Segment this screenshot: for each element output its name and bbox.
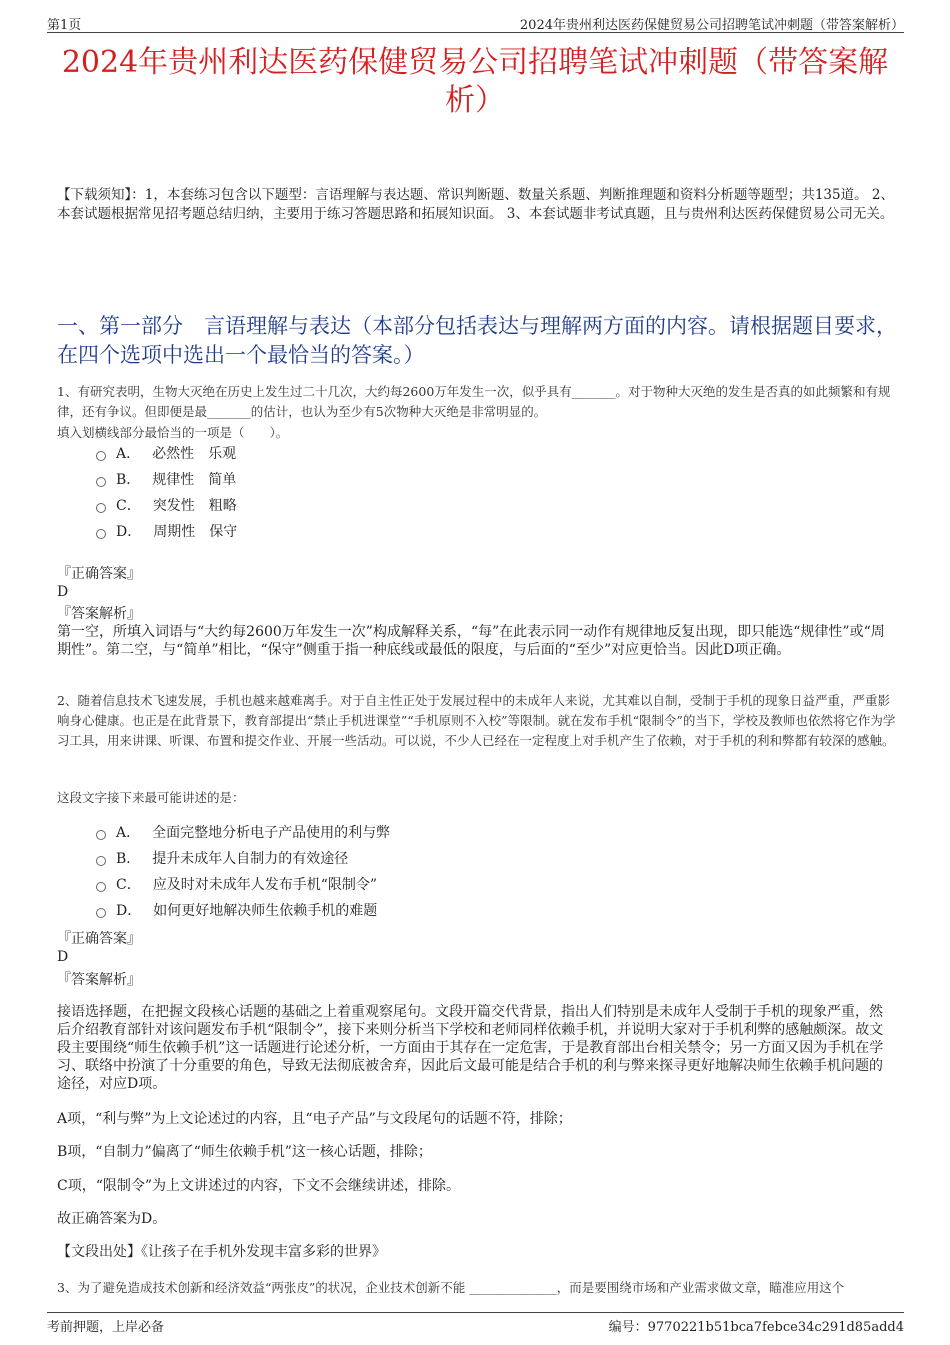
option-a[interactable] [96, 441, 237, 467]
radio-icon[interactable] [96, 477, 106, 487]
footer-serial: 编号：9770221b51bca7febce34c291d85add4 [608, 1320, 904, 1335]
page-footer [47, 1312, 904, 1335]
radio-icon[interactable] [96, 882, 106, 892]
option-letter: D． [116, 903, 142, 919]
question-1-stem: 1、有研究表明，生物大灭绝在历史上发生过二十几次，大约每2600万年发生一次，似乎具有_______。对于物种大灭绝的发生是否真的如此频繁和有规律，还有争议。但即便是最_______的估计，也认为至少有5次物种大灭绝是非常明显的。 [57, 384, 891, 419]
option-letter: B． [116, 472, 141, 488]
radio-icon[interactable] [96, 856, 106, 866]
answer-label: 『正确答案』 [57, 566, 141, 582]
option-letter: B． [116, 851, 141, 867]
answer-conclusion: 故正确答案为D。 [57, 1211, 167, 1227]
option-text: 规律性 简单 [152, 472, 237, 488]
option-text: 周期性 保守 [153, 524, 238, 540]
analysis-option-b: B项，“自制力”偏离了“师生依赖手机”这一核心话题，排除； [57, 1144, 432, 1160]
option-text: 如何更好地解决师生依赖手机的难题 [153, 903, 378, 919]
option-c[interactable] [96, 872, 390, 898]
radio-icon[interactable] [96, 908, 106, 918]
analysis-label: 『答案解析』 [57, 606, 141, 622]
option-text: 应及时对未成年人发布手机“限制令” [152, 877, 378, 893]
option-text: 提升未成年人自制力的有效途径 [152, 851, 349, 867]
option-letter: C． [116, 498, 141, 514]
radio-icon[interactable] [96, 830, 106, 840]
passage-source: 【文段出处】《让孩子在手机外发现丰富多彩的世界》 [57, 1244, 386, 1260]
page-header [47, 10, 904, 33]
analysis-label: 『答案解析』 [57, 972, 141, 988]
option-text: 必然性 乐观 [152, 446, 237, 462]
option-c[interactable] [96, 493, 237, 519]
radio-icon[interactable] [96, 451, 106, 461]
option-b[interactable] [96, 846, 390, 872]
option-text: 全面完整地分析电子产品使用的利与弊 [152, 825, 391, 841]
question-1-prompt: 填入划横线部分最恰当的一项是（ ）。 [57, 425, 289, 440]
analysis-option-a: A项，“利与弊”为上文论述过的内容，且“电子产品”与文段尾句的话题不符，排除； [57, 1111, 572, 1127]
question-1-options [96, 441, 237, 545]
option-a[interactable] [96, 820, 390, 846]
question-2-stem: 2、随着信息技术飞速发展，手机也越来越难离手。对于自主性正处于发展过程中的未成年人来说，尤其难以自制，受制于手机的现象日益严重，严重影响身心健康。也正是在此背景下，教育部提出“禁止手机进课堂”“手机原则不入校”等限制。就在发布手机“限制令”的当下，学校及教师也依然将它作为学习工具，用来讲课、听课、布置和提交作业、开展一些活动。可以说，不少人已经在一定程度上对手机产生了依赖，对于手机的利和弊都有较深的感触。 [57, 693, 896, 748]
answer-value: D [57, 584, 69, 600]
section-title: 一、第一部分 言语理解与表达（本部分包括表达与理解两方面的内容。请根据题目要求，在四个选项中选出一个最恰当的答案。） [57, 314, 897, 367]
download-notice: 【下载须知】：1，本套练习包含以下题型：言语理解与表达题、常识判断题、数量关系题、判断推理题和资料分析题等题型；共135道。 2、本套试题根据常见招考题总结归纳，主要用于练习答题思路和拓展知识面。 3、本套试题非考试真题，且与贵州利达医药保健贸易公司无关。 [57, 187, 894, 222]
radio-icon[interactable] [96, 503, 106, 513]
analysis-text: 接语选择题，在把握文段核心话题的基础之上着重观察尾句。文段开篇交代背景，指出人们特别是未成年人受制于手机的现象严重，然后介绍教育部针对该问题发布手机“限制令”，接下来则分析当下学校和老师同样依赖手机，并说明大家对于手机利弊的感触颇深。故文段主要围绕“师生依赖手机”这一话题进行论述分析，一方面由于其存在一定危害，于是教育部出台相关禁令；另一方面又因为手机在学习、联络中扮演了十分重要的角色，导致无法彻底被舍弃，因此后文最可能是结合手机的利与弊来探寻更好地解决师生依赖手机问题的途径，对应D项。 [57, 1004, 884, 1092]
document-title: 2024年贵州利达医药保健贸易公司招聘笔试冲刺题（带答案解析） [61, 45, 889, 118]
question-2-options [96, 820, 390, 924]
option-b[interactable] [96, 467, 237, 493]
option-text: 突发性 粗略 [152, 498, 237, 514]
radio-icon[interactable] [96, 529, 106, 539]
option-d[interactable] [96, 898, 390, 924]
answer-label: 『正确答案』 [57, 931, 141, 947]
answer-value: D [57, 949, 69, 965]
analysis-option-c: C项，“限制令”为上文讲述过的内容，下文不会继续讲述，排除。 [57, 1178, 461, 1194]
option-letter: A． [116, 446, 141, 462]
option-letter: D． [116, 524, 142, 540]
question-2-prompt: 这段文字接下来最可能讲述的是： [57, 790, 245, 805]
option-letter: C． [116, 877, 141, 893]
option-d[interactable] [96, 519, 237, 545]
analysis-text: 第一空，所填入词语与“大约每2600万年发生一次”构成解释关系，“每”在此表示同一动作有规律地反复出现，即只能选“规律性”或“周期性”。第二空，与“简单”相比，“保守”侧重于指一种底线或最低的限度，与后面的“至少”对应更恰当。因此D项正确。 [57, 624, 885, 658]
question-3-stem: 3、为了避免造成技术创新和经济效益“两张皮”的状况，企业技术创新不能 ______________，而是要围绕市场和产业需求做文章，瞄准应用这个 [57, 1280, 845, 1295]
header-doc-title: 2024年贵州利达医药保健贸易公司招聘笔试冲刺题（带答案解析） [519, 18, 904, 33]
footer-slogan: 考前押题，上岸必备 [47, 1320, 165, 1335]
page-number: 第1页 [47, 18, 82, 33]
option-letter: A． [116, 825, 141, 841]
